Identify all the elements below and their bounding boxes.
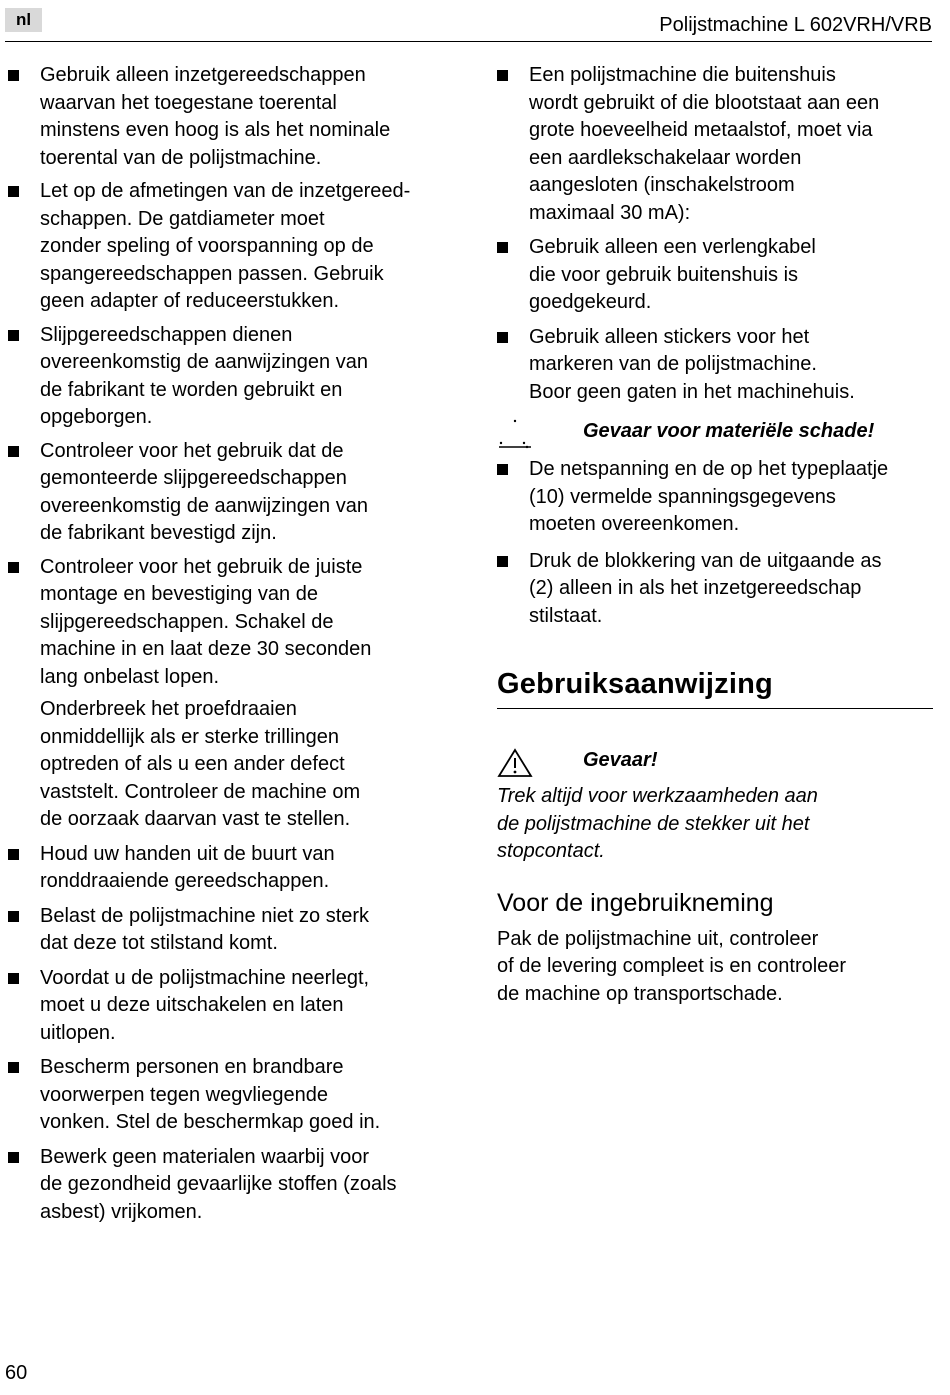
text-line: vaststelt. Controleer de machine om [40,780,361,803]
text-line: Slijpgereedschappen dienen [40,323,293,346]
square-bullet-icon [497,70,508,81]
bullet-item [8,841,448,896]
text-line: Boor geen gaten in het machinehuis. [529,380,855,403]
text-line: lang onbelast lopen. [40,665,220,688]
text-line: voorwerpen tegen wegvliegende [40,1083,328,1106]
text-line: goedgekeurd. [529,291,652,313]
text-line: Gebruik alleen inzetgereedschappen [40,64,366,86]
text-line: aangesloten (inschakelstroom [529,174,795,196]
text-line: markeren van de polijstmachine. [529,353,817,375]
warning-triangle-icon [497,747,533,779]
text-line: Pak de polijstmachine uit, controleer [497,927,819,950]
text-line: of de levering compleet is en controleer [497,955,847,977]
square-bullet-icon [497,556,508,567]
text-line: de gezondheid gevaarlijke stoffen (zoals [40,1173,397,1195]
continuation-paragraph [8,696,448,834]
bullet-item [8,1144,448,1227]
text-line: waarvan het toegestane toerental [40,91,337,114]
text-line: moeten overeenkomen. [529,513,740,535]
text-line: de fabrikant bevestigd zijn. [40,522,277,544]
text-line: overeenkomstig de aanwijzingen van [40,494,368,517]
bullet-item [8,322,448,432]
danger-notice [497,747,933,781]
right-bullet-list-2 [497,456,933,630]
text-line: vonken. Stel de beschermkap goed in. [40,1111,381,1133]
text-line: geen adapter of reduceerstukken. [40,290,340,312]
text-line: de fabrikant te worden gebruikt en [40,378,343,401]
bullet-item [8,965,448,1048]
header-rule [5,41,932,42]
text-line: asbest) vrijkomen. [40,1200,203,1223]
text-line: (2) alleen in als het inzetgereedschap [529,577,862,599]
bullet-item [8,554,448,692]
text-line: ronddraaiende gereedschappen. [40,870,330,892]
text-line: Bescherm personen en brandbare [40,1056,344,1078]
bullet-item [8,1054,448,1137]
text-line: (10) vermelde spanningsgegevens [529,485,836,508]
text-line: Trek altijd voor werkzaamheden aan [497,785,818,807]
section-title: Gebruiksaanwijzing [497,666,933,709]
subsection-paragraph [497,926,933,1009]
text-line: De netspanning en de op het typeplaatje [529,458,889,480]
danger-note [497,783,933,866]
square-bullet-icon [497,332,508,343]
right-bullet-list [497,62,933,406]
text-line: Belast de polijstmachine niet zo sterk [40,904,370,927]
text-line: Onderbreek het proefdraaien [40,698,297,720]
text-line: Houd uw handen uit de buurt van [40,842,335,865]
text-line: wordt gebruikt of die blootstaat aan een [529,91,880,114]
caution-text: Gevaar voor materiële schade! [583,420,875,442]
text-line: gemonteerde slijpgereedschappen [40,467,347,489]
text-line: machine in en laat deze 30 seconden [40,638,372,660]
text-line: spangereedschappen passen. Gebruik [40,262,384,285]
bullet-item [8,178,448,316]
text-line: zonder speling of voorspanning op de [40,235,374,257]
subsection-title: Voor de ingebruikneming [497,888,774,917]
text-line: die voor gebruik buitenshuis is [529,263,799,286]
text-line: onmiddellijk als er sterke trillingen [40,725,340,748]
warning-triangle-dotted-icon [497,418,533,450]
text-line: toerental van de polijstmachine. [40,146,322,169]
square-bullet-icon [497,464,508,475]
text-line: de oorzaak daarvan vast te stellen. [40,808,351,830]
bullet-item [497,456,933,539]
caution-notice [497,418,933,452]
text-line: schappen. De gatdiameter moet [40,207,325,230]
bullet-item [497,62,933,227]
right-column [497,62,933,1008]
text-line: een aardlekschakelaar worden [529,146,802,169]
text-line: grote hoeveelheid metaalstof, moet via [529,119,873,141]
square-bullet-icon [8,973,19,984]
text-line: opgeborgen. [40,406,153,428]
square-bullet-icon [8,562,19,573]
square-bullet-icon [497,242,508,253]
left-column [8,62,448,1226]
text-line: stilstaat. [529,604,603,627]
square-bullet-icon [8,849,19,860]
text-line: Gebruik alleen stickers voor het [529,325,810,348]
page-header [0,0,950,46]
text-line: dat deze tot stilstand komt. [40,932,278,954]
text-line: Controleer voor het gebruik de juiste [40,555,363,578]
square-bullet-icon [8,911,19,922]
text-line: overeenkomstig de aanwijzingen van [40,351,368,373]
left-bullet-list-2 [8,841,448,1227]
text-line: maximaal 30 mA): [529,201,691,224]
bullet-item [8,438,448,548]
text-line: Een polijstmachine die buitenshuis [529,64,836,86]
text-line: slijpgereedschappen. Schakel de [40,610,334,633]
text-line: moet u deze uitschakelen en laten [40,994,344,1016]
square-bullet-icon [8,1152,19,1163]
square-bullet-icon [8,186,19,197]
bullet-item [497,324,933,407]
bullet-item [8,903,448,958]
text-line: uitlopen. [40,1021,116,1044]
bullet-item [497,548,933,631]
text-line: Druk de blokkering van de uitgaande as [529,549,882,572]
square-bullet-icon [8,70,19,81]
document-title: Polijstmachine L 602VRH/VRB [659,14,932,36]
left-bullet-list [8,62,448,691]
square-bullet-icon [8,446,19,457]
danger-text: Gevaar! [583,749,658,771]
text-line: optreden of als u een ander defect [40,753,345,775]
language-badge: nl [5,8,42,32]
text-line: stopcontact. [497,840,605,862]
page-number: 60 [5,1362,28,1384]
text-line: Let op de afmetingen van de inzetgereed- [40,180,411,202]
text-line: montage en bevestiging van de [40,583,318,605]
text-line: Voordat u de polijstmachine neerlegt, [40,966,370,989]
bullet-item [8,62,448,172]
square-bullet-icon [8,330,19,341]
square-bullet-icon [8,1062,19,1073]
text-line: Bewerk geen materialen waarbij voor [40,1145,370,1168]
text-line: de machine op transportschade. [497,982,783,1005]
text-line: de polijstmachine de stekker uit het [497,812,810,835]
bullet-item [497,234,933,317]
text-line: Controleer voor het gebruik dat de [40,439,344,462]
text-line: minstens even hoog is als het nominale [40,119,391,141]
text-line: Gebruik alleen een verlengkabel [529,236,816,258]
